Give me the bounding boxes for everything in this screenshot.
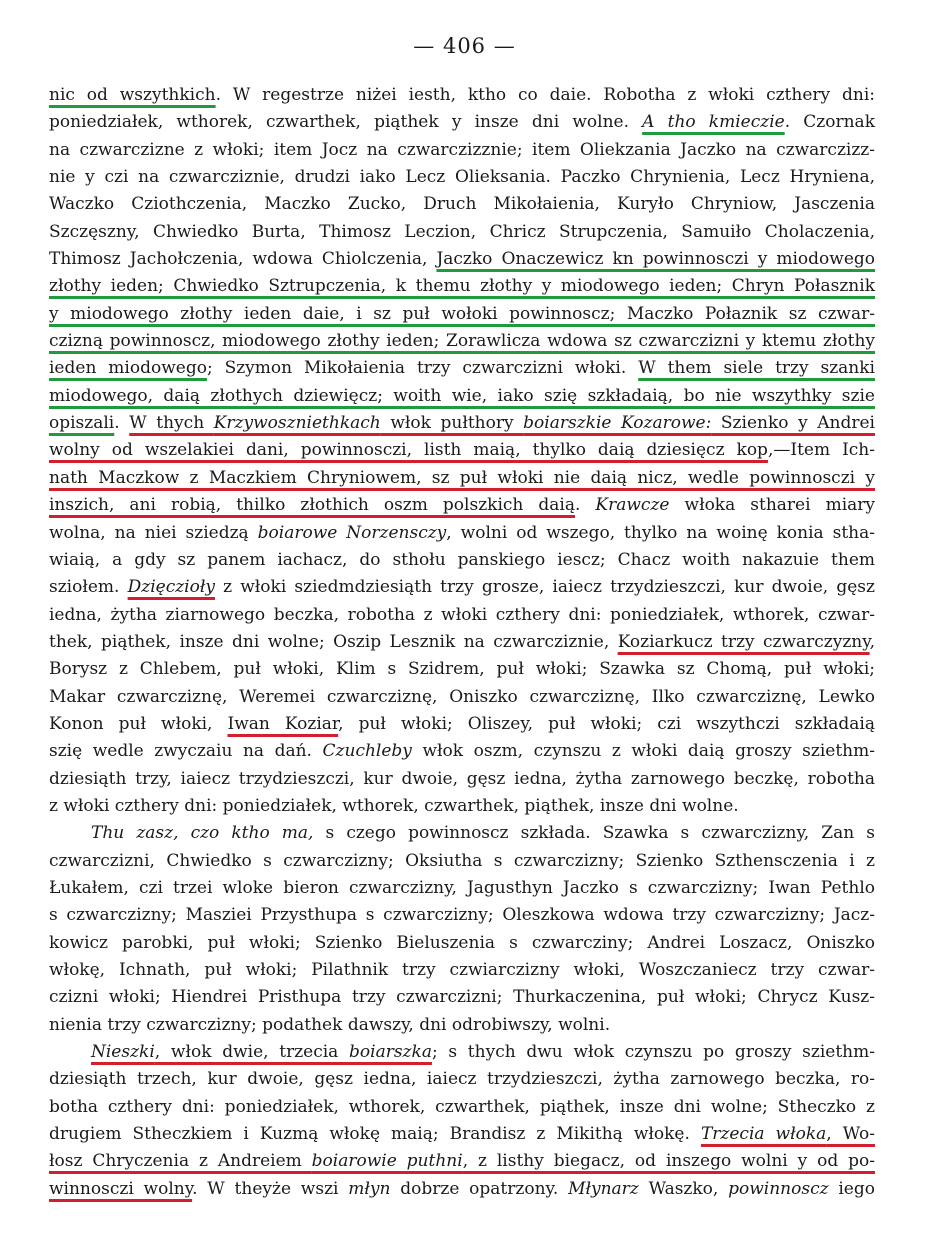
text-line <box>49 629 875 656</box>
text-line <box>49 820 875 847</box>
text-line <box>49 1066 875 1093</box>
red-underlined-text: boiarowie puthni <box>311 1151 463 1172</box>
text-segment: . Czornak <box>784 112 875 133</box>
text-segment: dobrze opatrzony. <box>390 1178 569 1199</box>
text-segment: nienia trzy czwarczizny; podathek dawszy, dni odrobiwszy, wolni. <box>49 1014 611 1035</box>
red-underlined-text: Trzecia włoka <box>700 1124 827 1145</box>
text-segment: ,—Item Ich- <box>767 440 875 461</box>
text-segment: dziesiąth trzy, iaiecz trzydzieszczi, kur dwoie, gęsz iedna, żytha zarnowego beczkę, robotha <box>49 768 875 789</box>
text-segment: na czwarczizne z włoki; item Jocz na czwarczizznie; item Oliekzania Jaczko na czwarczizz- <box>49 139 875 160</box>
text-segment: wiaią, a gdy sz panem iachacz, do sthołu panskiego iescz; Chacz woith nakazuie them <box>49 549 875 570</box>
green-underlined-text: nic od wszythkich <box>49 85 216 105</box>
text-line <box>49 656 875 683</box>
text-segment: czwarczizni, Chwiedko s czwarczizny; Oksiutha s czwarczizny; Szienko Szthensczenia i z <box>49 850 875 871</box>
red-underlined-text: wolny od wszelakiei dani, powinnosczi, listh maią, thylko daią dziesięcz kop <box>49 440 768 461</box>
text-line <box>49 273 875 300</box>
text-line <box>49 957 875 984</box>
text-segment: Szczęszny, Chwiedko Burta, Thimosz Leczion, Chricz Strupczenia, Samuiło Cholaczenia, <box>49 221 875 242</box>
text-segment: thek, piąthek, insze dni wolne; Oszip Lesznik na czwarcziznie, <box>49 631 618 652</box>
text-segment: . <box>574 495 596 516</box>
text-segment: Waczko Cziothczenia, Maczko Zucko, Druch Mikołaienia, Kuryło Chryniow, Jasczenia <box>49 194 875 215</box>
text-line <box>49 738 875 765</box>
text-segment: włok oszm, czynszu z włoki daią groszy sziethm- <box>411 741 875 762</box>
red-underlined-text: winnosczi wolny <box>49 1178 193 1199</box>
red-underlined-text: Szienko y Andrei <box>711 413 875 434</box>
red-underlined-text: boiarszkie Kozarowe: <box>523 413 712 434</box>
text-line <box>49 1039 875 1066</box>
red-underlined-text: boiarszka <box>349 1042 432 1063</box>
text-line <box>49 902 875 929</box>
text-segment: czizni włoki; Hiendrei Pristhupa trzy czwarczizni; Thurkaczenina, puł włoki; Chrycz Kusz- <box>49 987 875 1008</box>
green-underlined-text: opiszali <box>49 413 115 434</box>
text-line <box>49 547 875 574</box>
green-underlined-text: ieden miodowego <box>49 358 207 379</box>
text-line <box>49 137 875 164</box>
text-line <box>49 1176 875 1203</box>
text-segment: Konon puł włoki, <box>49 713 228 734</box>
text-segment: s czego powinnoscz szkłada. Szawka s czwarczizny, Zan s <box>313 823 875 844</box>
text-segment: nie y czi na czwarcziznie, drudzi iako Lecz Olieksania. Paczko Chrynienia, Lecz Hryniena, <box>49 167 875 188</box>
text-line <box>49 1012 875 1039</box>
italic-text: Czuchleby <box>322 741 412 762</box>
text-segment: iego <box>828 1178 875 1199</box>
green-underlined-text: Jaczko Onaczewicz kn powinnosczi y miodowego <box>436 249 875 270</box>
text-line <box>49 383 875 410</box>
green-underlined-text: A tho kmieczie <box>642 112 785 133</box>
text-segment: . W theyże wszi <box>192 1178 349 1199</box>
text-segment: Thimosz Jachołczenia, wdowa Chiolczenia, <box>49 249 437 270</box>
red-underlined-text: inszich, ani robią, thilko złothich oszm polszkich daią <box>49 495 575 516</box>
text-line <box>49 437 875 464</box>
red-underlined-text: , z listhy biegacz, od inszego wolni y od po- <box>462 1151 875 1172</box>
text-line <box>49 520 875 547</box>
text-segment: włokę, Ichnath, puł włoki; Pilathnik trzy czwiarczizny włoki, Woszczaniecz trzy czwar- <box>49 960 875 980</box>
red-underlined-text: , włok dwie, trzecia <box>154 1042 350 1063</box>
text-line <box>49 602 875 629</box>
text-segment: Łukałem, czi trzei wloke bieron czwarczizny, Jagusthyn Jaczko s czwarczizny; Iwan Pethlo <box>49 877 875 898</box>
text-line <box>49 109 875 136</box>
text-line <box>49 1094 875 1121</box>
text-segment: z włoki sziedmdziesiąth trzy grosze, iaiecz trzydzieszczi, kur dwoie, gęsz <box>214 577 875 598</box>
red-underlined-text: Dzięczioły <box>127 577 215 598</box>
text-line <box>49 219 875 246</box>
text-segment: Makar czwarcziznę, Weremei czwarcziznę, Oniszko czwarcziznę, Ilko czwarcziznę, Lewko <box>49 686 875 707</box>
green-underlined-text: czizną powinnoscz, miodowego złothy ieden; Zorawlicza wdowa sz czwarczizni y ktemu złothy <box>49 331 875 352</box>
italic-text: młyn <box>348 1178 391 1199</box>
green-underlined-text: W them siele trzy szanki <box>638 358 875 379</box>
italic-text: powinnoscz <box>728 1178 829 1199</box>
text-line <box>49 328 875 355</box>
text-line <box>49 410 875 437</box>
green-underlined-text: miodowego, daią złothych dziewięcz; woith wie, iako szię szkładaią, bo nie wszythky szie <box>49 385 875 406</box>
text-line <box>49 355 875 382</box>
text-segment: Waszko, <box>638 1178 729 1199</box>
text-segment: ; s thych dwu włok czynszu po groszy sziethm- <box>431 1042 875 1063</box>
italic-text: boiarowe Norzensczy <box>257 522 447 543</box>
text-line <box>49 82 875 109</box>
red-underlined-text: , Wo- <box>826 1124 876 1145</box>
text-line <box>49 766 875 793</box>
green-underlined-text: y miodowego złothy ieden daie, i sz puł wołoki powinnoscz; Maczko Połaznik sz czwar- <box>49 303 875 324</box>
text-line <box>49 164 875 191</box>
text-segment: , puł włoki; Oliszey, puł włoki; czi wszythczi szkładaią <box>338 713 875 734</box>
text-segment: z włoki czthery dni: poniedziałek, wthorek, czwarthek, piąthek, insze dni wolne. <box>49 795 739 816</box>
text-line <box>49 301 875 328</box>
text-line <box>49 1121 875 1148</box>
text-line <box>49 793 875 820</box>
text-line <box>49 711 875 738</box>
text-segment: drugiem Stheczkiem i Kuzmą włokę maią; Brandisz z Mikithą włokę. <box>49 1124 701 1145</box>
text-line <box>49 930 875 957</box>
text-segment: wolna, na niei sziedzą <box>49 522 258 543</box>
red-underlined-text: Krzywoszniethkach <box>213 413 381 434</box>
text-segment: , <box>869 631 875 652</box>
text-line <box>49 984 875 1011</box>
text-segment: poniedziałek, wthorek, czwarthek, piąthek y insze dni wolne. <box>49 112 643 133</box>
red-underlined-text: nath Maczkow z Maczkiem Chryniowem, sz puł włoki nie daią nicz, wedle powinnosczi y <box>49 467 875 488</box>
text-line <box>49 246 875 273</box>
text-body <box>49 82 875 1203</box>
italic-text: Młynarz <box>568 1178 639 1199</box>
text-segment: . W regestrze niżei iesth, ktho co daie. Robotha z włoki czthery dni: <box>215 85 875 105</box>
italic-text: Krawcze <box>595 495 670 516</box>
text-segment: szię wedle zwyczaiu na dań. <box>49 741 323 762</box>
text-segment: . <box>114 413 130 434</box>
text-line <box>49 875 875 902</box>
text-segment: , wolni od wszego, thylko na woinę konia stha- <box>446 522 875 543</box>
italic-text: Thu zasz, czo ktho ma, <box>91 823 314 844</box>
text-line <box>49 574 875 601</box>
text-segment: ; Szymon Mikołaienia trzy czwarczizni włoki. <box>206 358 639 379</box>
text-line <box>49 465 875 492</box>
text-line <box>49 191 875 218</box>
text-segment: włoka stharei miary <box>669 495 875 516</box>
green-underlined-text: złothy ieden; Chwiedko Sztrupczenia, k themu złothy y miodowego ieden; Chryn Połasznik <box>49 276 875 297</box>
text-segment: sziołem. <box>49 577 128 598</box>
text-segment: s czwarczizny; Masziei Przysthupa s czwarczizny; Oleszkowa wdowa trzy czwarczizny; Jacz- <box>49 905 875 926</box>
text-line <box>49 492 875 519</box>
text-line <box>49 848 875 875</box>
red-underlined-text: W thych <box>129 413 214 434</box>
text-segment: Borysz z Chlebem, puł włoki, Klim s Szidrem, puł włoki; Szawka sz Chomą, puł włoki; <box>49 659 875 680</box>
red-underlined-text: Nieszki <box>91 1042 155 1063</box>
red-underlined-text: Iwan Koziar <box>227 713 339 734</box>
red-underlined-text: łosz Chryczenia z Andreiem <box>49 1151 312 1172</box>
text-segment: botha czthery dni: poniedziałek, wthorek, czwarthek, piąthek, insze dni wolne; Stheczko z <box>49 1096 875 1117</box>
text-line <box>49 684 875 711</box>
text-segment: iedna, żytha ziarnowego beczka, robotha z włoki czthery dni: poniedziałek, wthorek, czwar- <box>49 604 875 625</box>
text-segment: kowicz parobki, puł włoki; Szienko Bieluszenia s czwarcziny; Andrei Loszacz, Oniszko <box>49 932 875 953</box>
red-underlined-text: Koziarkucz trzy czwarczyzny <box>617 631 870 652</box>
text-line <box>49 1148 875 1175</box>
red-underlined-text: włok pułthory <box>380 413 524 434</box>
page-number: — 406 — <box>413 34 516 58</box>
text-segment: dziesiąth trzech, kur dwoie, gęsz iedna, iaiecz trzydzieszczi, żytha zarnowego beczka, ro- <box>49 1069 875 1090</box>
